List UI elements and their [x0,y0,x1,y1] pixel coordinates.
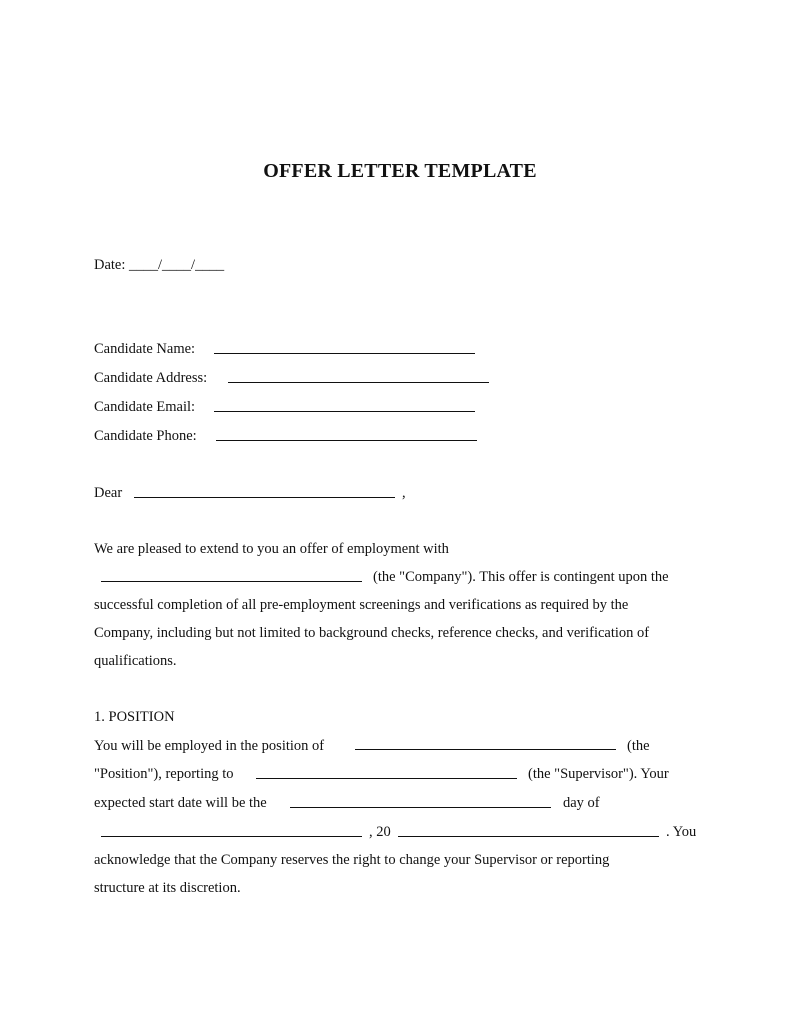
start-year-field[interactable] [398,836,659,837]
date-row [94,255,224,275]
company-name-field[interactable] [101,581,362,582]
recipient-name-field[interactable] [134,497,395,498]
candidate-address-field[interactable] [228,382,489,383]
position-line-1-end: (the [627,738,650,754]
intro-line-2: (the "Company"). This offer is contingent upon the [373,569,669,585]
intro-line-1: We are pleased to extend to you an offer of employment with [94,541,449,557]
candidate-name-label: Candidate Name: [94,341,196,357]
candidate-phone-label: Candidate Phone: [94,428,197,444]
candidate-name-field[interactable] [214,353,475,354]
position-line-5: acknowledge that the Company reserves the right to change your Supervisor or reporting [94,852,610,868]
position-line-2-end: (the "Supervisor"). Your [528,766,669,782]
position-line-4-end: . You [666,824,697,840]
position-line-2: "Position"), reporting to [94,766,234,782]
section-heading-position: 1. POSITION [94,709,175,725]
position-line-4-year: , 20 [369,824,391,840]
start-day-field[interactable] [290,807,551,808]
position-title-field[interactable] [355,749,616,750]
position-line-3-end: day of [563,795,600,811]
intro-line-4: Company, including but not limited to background checks, reference checks, and verification of [94,625,650,641]
candidate-phone-field[interactable] [216,440,477,441]
position-line-3: expected start date will be the [94,795,267,811]
supervisor-field[interactable] [256,778,517,779]
start-month-field[interactable] [101,836,362,837]
candidate-email-field[interactable] [214,411,475,412]
position-line-1: You will be employed in the position of [94,738,325,754]
intro-line-5: qualifications. [94,653,177,669]
salutation-dear: Dear [94,485,123,501]
document-title: OFFER LETTER TEMPLATE [263,160,537,182]
salutation-comma: , [402,485,406,501]
candidate-address-label: Candidate Address: [94,370,208,386]
candidate-email-label: Candidate Email: [94,399,196,415]
position-line-6: structure at its discretion. [94,880,241,896]
date-field[interactable]: ____/____/____ [129,257,225,273]
intro-line-3: successful completion of all pre-employment screenings and verifications as required by the [94,597,629,613]
date-label: Date: [94,257,126,273]
